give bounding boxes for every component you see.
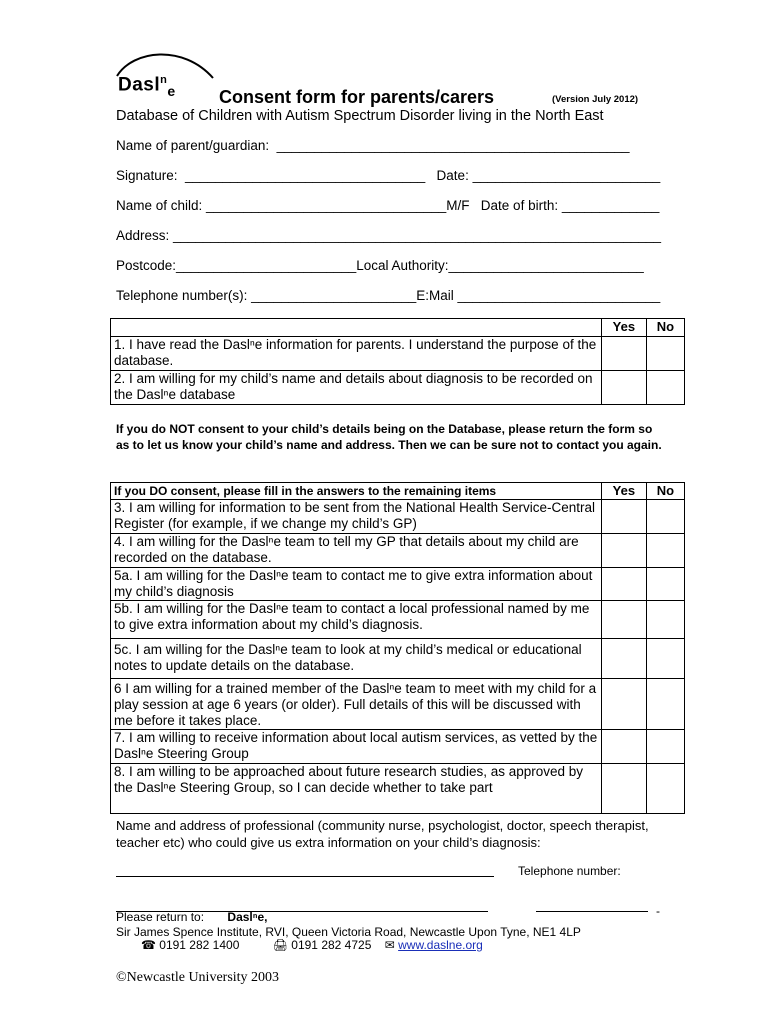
- contact-line: [141, 938, 483, 952]
- telephone-label: Telephone number:: [518, 864, 621, 878]
- no-checkbox[interactable]: [646, 337, 684, 371]
- table1-yes-header: Yes: [601, 319, 646, 337]
- consent-item: 2. I am willing for my child’s name and details about diagnosis to be recorded on the Daslⁿe database: [111, 371, 602, 405]
- no-checkbox[interactable]: [646, 371, 684, 405]
- no-checkbox[interactable]: [646, 534, 684, 568]
- consent-item: 3. I am willing for information to be sent from the National Health Service-Central Register (for example, if we change my child’s GP): [111, 500, 602, 534]
- yes-checkbox[interactable]: [601, 639, 646, 679]
- table2-no-header: No: [646, 483, 684, 500]
- consent-item: 6 I am willing for a trained member of the Daslⁿe team to meet with my child for a play session at age 6 years (or older). Full details of this will be discussed with me before it takes place.: [111, 679, 602, 730]
- table2-header: If you DO consent, please fill in the answers to the remaining items: [111, 483, 602, 500]
- yes-checkbox[interactable]: [601, 500, 646, 534]
- no-checkbox[interactable]: [646, 568, 684, 601]
- consent-table-2: [110, 482, 685, 814]
- return-address-heading: [116, 910, 268, 924]
- professional-instructions: Name and address of professional (community nurse, psychologist, doctor, speech therapist, teacher etc) who could give us extra information on your child’s diagnosis:: [116, 818, 649, 850]
- telephone-email-field[interactable]: Telephone number(s): ______________________E:Mail ___________________________: [116, 288, 661, 303]
- no-checkbox[interactable]: [646, 730, 684, 764]
- yes-checkbox[interactable]: [601, 534, 646, 568]
- version-label: (Version July 2012): [552, 94, 639, 105]
- no-checkbox[interactable]: [646, 500, 684, 534]
- address-field[interactable]: Address: _________________________________________________________________: [116, 228, 662, 243]
- consent-item: 7. I am willing to receive information about local autism services, as vetted by the Daslⁿe Steering Group: [111, 730, 602, 764]
- no-checkbox[interactable]: [646, 764, 684, 814]
- dash-mark: -: [656, 904, 660, 918]
- daslne-logo: Dasl$^n_e$: [118, 74, 176, 100]
- copyright: ©Newcastle University 2003: [116, 970, 280, 985]
- page-subtitle: Database of Children with Autism Spectrum Disorder living in the North East: [116, 108, 604, 124]
- table1-header-blank: [111, 319, 602, 337]
- yes-checkbox[interactable]: [601, 601, 646, 639]
- phone-number: ☎ 0191 282 1400: [141, 938, 240, 952]
- return-label: Please return to:: [116, 910, 205, 924]
- no-checkbox[interactable]: [646, 679, 684, 730]
- return-address: Sir James Spence Institute, RVI, Queen Victoria Road, Newcastle Upon Tyne, NE1 4LP: [116, 925, 581, 939]
- fax-number: 🖨 0191 282 4725: [272, 938, 372, 952]
- postcode-authority-field[interactable]: Postcode:________________________Local Authority:__________________________: [116, 258, 644, 273]
- professional-telephone-line[interactable]: [536, 911, 648, 912]
- consent-item: 8. I am willing to be approached about future research studies, as approved by the Daslⁿe Steering Group, so I can decide whether to take part: [111, 764, 602, 814]
- yes-checkbox[interactable]: [601, 679, 646, 730]
- consent-item: 4. I am willing for the Daslⁿe team to tell my GP that details about my child are recorded on the database.: [111, 534, 602, 568]
- consent-item: 5c. I am willing for the Daslⁿe team to look at my child’s medical or educational notes to update details on the database.: [111, 639, 602, 679]
- return-name: Daslⁿe,: [227, 910, 268, 924]
- consent-item: 5b. I am willing for the Daslⁿe team to contact a local professional named by me to give extra information about my child’s diagnosis.: [111, 601, 602, 639]
- signature-date-field[interactable]: Signature: ________________________________ Date: _________________________: [116, 168, 661, 183]
- consent-item: 1. I have read the Daslⁿe information for parents. I understand the purpose of the database.: [111, 337, 602, 371]
- envelope-icon: ✉: [384, 938, 395, 952]
- child-name-dob-field[interactable]: Name of child: ________________________________M/F Date of birth: _____________: [116, 198, 660, 213]
- parent-name-field[interactable]: Name of parent/guardian: _______________________________________________: [116, 138, 630, 153]
- yes-checkbox[interactable]: [601, 337, 646, 371]
- yes-checkbox[interactable]: [601, 371, 646, 405]
- yes-checkbox[interactable]: [601, 764, 646, 814]
- table1-no-header: No: [646, 319, 684, 337]
- table2-yes-header: Yes: [601, 483, 646, 500]
- professional-name-line[interactable]: [116, 876, 494, 877]
- consent-table-1: [110, 318, 685, 405]
- consent-item: 5a. I am willing for the Daslⁿe team to contact me to give extra information about my child’s diagnosis: [111, 568, 602, 601]
- website-link[interactable]: www.daslne.org: [398, 938, 483, 952]
- yes-checkbox[interactable]: [601, 568, 646, 601]
- page-title: Consent form for parents/carers: [219, 87, 495, 107]
- yes-checkbox[interactable]: [601, 730, 646, 764]
- no-consent-notice: If you do NOT consent to your child’s details being on the Database, please return the form so as to let us know your child’s name and address. Then we can be sure not to contact you again.: [116, 422, 662, 452]
- no-checkbox[interactable]: [646, 639, 684, 679]
- no-checkbox[interactable]: [646, 601, 684, 639]
